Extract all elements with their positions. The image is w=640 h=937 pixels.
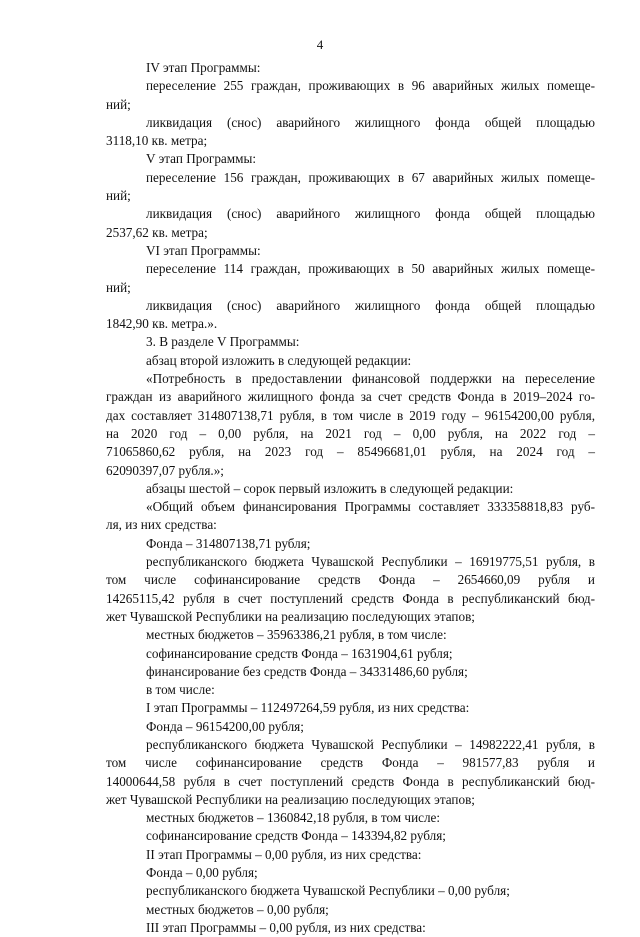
text-line: IV этап Программы:	[146, 60, 261, 75]
text-line: I этап Программы – 112497264,59 рубля, из них средства:	[146, 700, 470, 716]
text-line: 3118,10 кв. метра;	[106, 133, 208, 149]
text-line: местных бюджетов – 0,00 рубля;	[146, 901, 329, 917]
text-line: ликвидация (снос) аварийного жилищного фонда общей площадью	[146, 206, 595, 222]
text-line: республиканского бюджета Чувашской Республики – 14982222,41 рубля, в	[146, 736, 595, 752]
text-line: 3. В разделе V Программы:	[146, 334, 300, 350]
text-line: ля, из них средства:	[106, 517, 217, 533]
text-line: 1842,90 кв. метра.».	[106, 316, 218, 332]
text-line: граждан из аварийного жилищного фонда за счет средств Фонда в 2019–2024 го-	[106, 389, 595, 405]
text-line: 14265115,42 рубля в счет поступлений средств Фонда в республиканский бюд-	[106, 590, 595, 606]
text-line: переселение 114 граждан, проживающих в 50 аварийных жилых помеще-	[146, 261, 595, 277]
document-body	[106, 59, 595, 937]
text-line: том числе софинансирование средств Фонда – 981577,83 рубля и	[106, 755, 595, 771]
text-line: абзацы шестой – сорок первый изложить в следующей редакции:	[146, 480, 514, 496]
text-line: Фонда – 0,00 рубля;	[146, 865, 258, 881]
text-line: софинансирование средств Фонда – 1631904,61 рубля;	[146, 645, 453, 661]
text-line: софинансирование средств Фонда – 143394,82 рубля;	[146, 828, 446, 844]
text-line: переселение 255 граждан, проживающих в 96 аварийных жилых помеще-	[146, 78, 595, 94]
text-line: 14000644,58 рубля в счет поступлений средств Фонда в республиканский бюд-	[106, 773, 595, 789]
text-line: абзац второй изложить в следующей редакции:	[146, 352, 412, 368]
text-line: V этап Программы:	[146, 151, 256, 167]
text-line: 62090397,07 рубля.»;	[106, 462, 224, 478]
text-line: ний;	[106, 188, 131, 204]
text-line: ликвидация (снос) аварийного жилищного фонда общей площадью	[146, 297, 595, 313]
text-line: переселение 156 граждан, проживающих в 67 аварийных жилых помеще-	[146, 169, 595, 185]
text-line: дах составляет 314807138,71 рубля, в том числе в 2019 году – 96154200,00 рубля,	[106, 407, 595, 423]
text-line: Фонда – 314807138,71 рубля;	[146, 535, 311, 551]
text-line: «Потребность в предоставлении финансовой поддержки на переселение	[146, 371, 595, 387]
text-line: финансирование без средств Фонда – 34331486,60 рубля;	[146, 663, 468, 679]
text-line: 2537,62 кв. метра;	[106, 224, 208, 240]
text-line: местных бюджетов – 35963386,21 рубля, в том числе:	[146, 627, 447, 643]
text-line: республиканского бюджета Чувашской Республики – 16919775,51 рубля, в	[146, 554, 595, 570]
text-line: 71065860,62 рубля, на 2023 год – 85496681,01 рубля, на 2024 год –	[106, 444, 595, 460]
text-line: II этап Программы – 0,00 рубля, из них средства:	[146, 846, 422, 862]
text-line: жет Чувашской Республики на реализацию последующих этапов;	[106, 791, 475, 807]
text-line: Фонда – 96154200,00 рубля;	[146, 718, 304, 734]
page-number: 4	[316, 37, 324, 52]
text-line: республиканского бюджета Чувашской Республики – 0,00 рубля;	[146, 883, 510, 899]
text-line: ний;	[106, 279, 131, 295]
text-line: III этап Программы – 0,00 рубля, из них средства:	[146, 919, 426, 935]
text-line: ний;	[106, 96, 131, 112]
text-line: VI этап Программы:	[146, 242, 261, 258]
text-line: жет Чувашской Республики на реализацию последующих этапов;	[106, 608, 475, 624]
text-line: том числе софинансирование средств Фонда – 2654660,09 рубля и	[106, 572, 595, 588]
text-line: «Общий объем финансирования Программы составляет 333358818,83 руб-	[146, 499, 595, 515]
text-line: ликвидация (снос) аварийного жилищного фонда общей площадью	[146, 114, 595, 130]
text-line: в том числе:	[146, 682, 215, 698]
text-line: местных бюджетов – 1360842,18 рубля, в том числе:	[146, 810, 441, 826]
text-line: на 2020 год – 0,00 рубля, на 2021 год – 0,00 рубля, на 2022 год –	[106, 425, 595, 441]
